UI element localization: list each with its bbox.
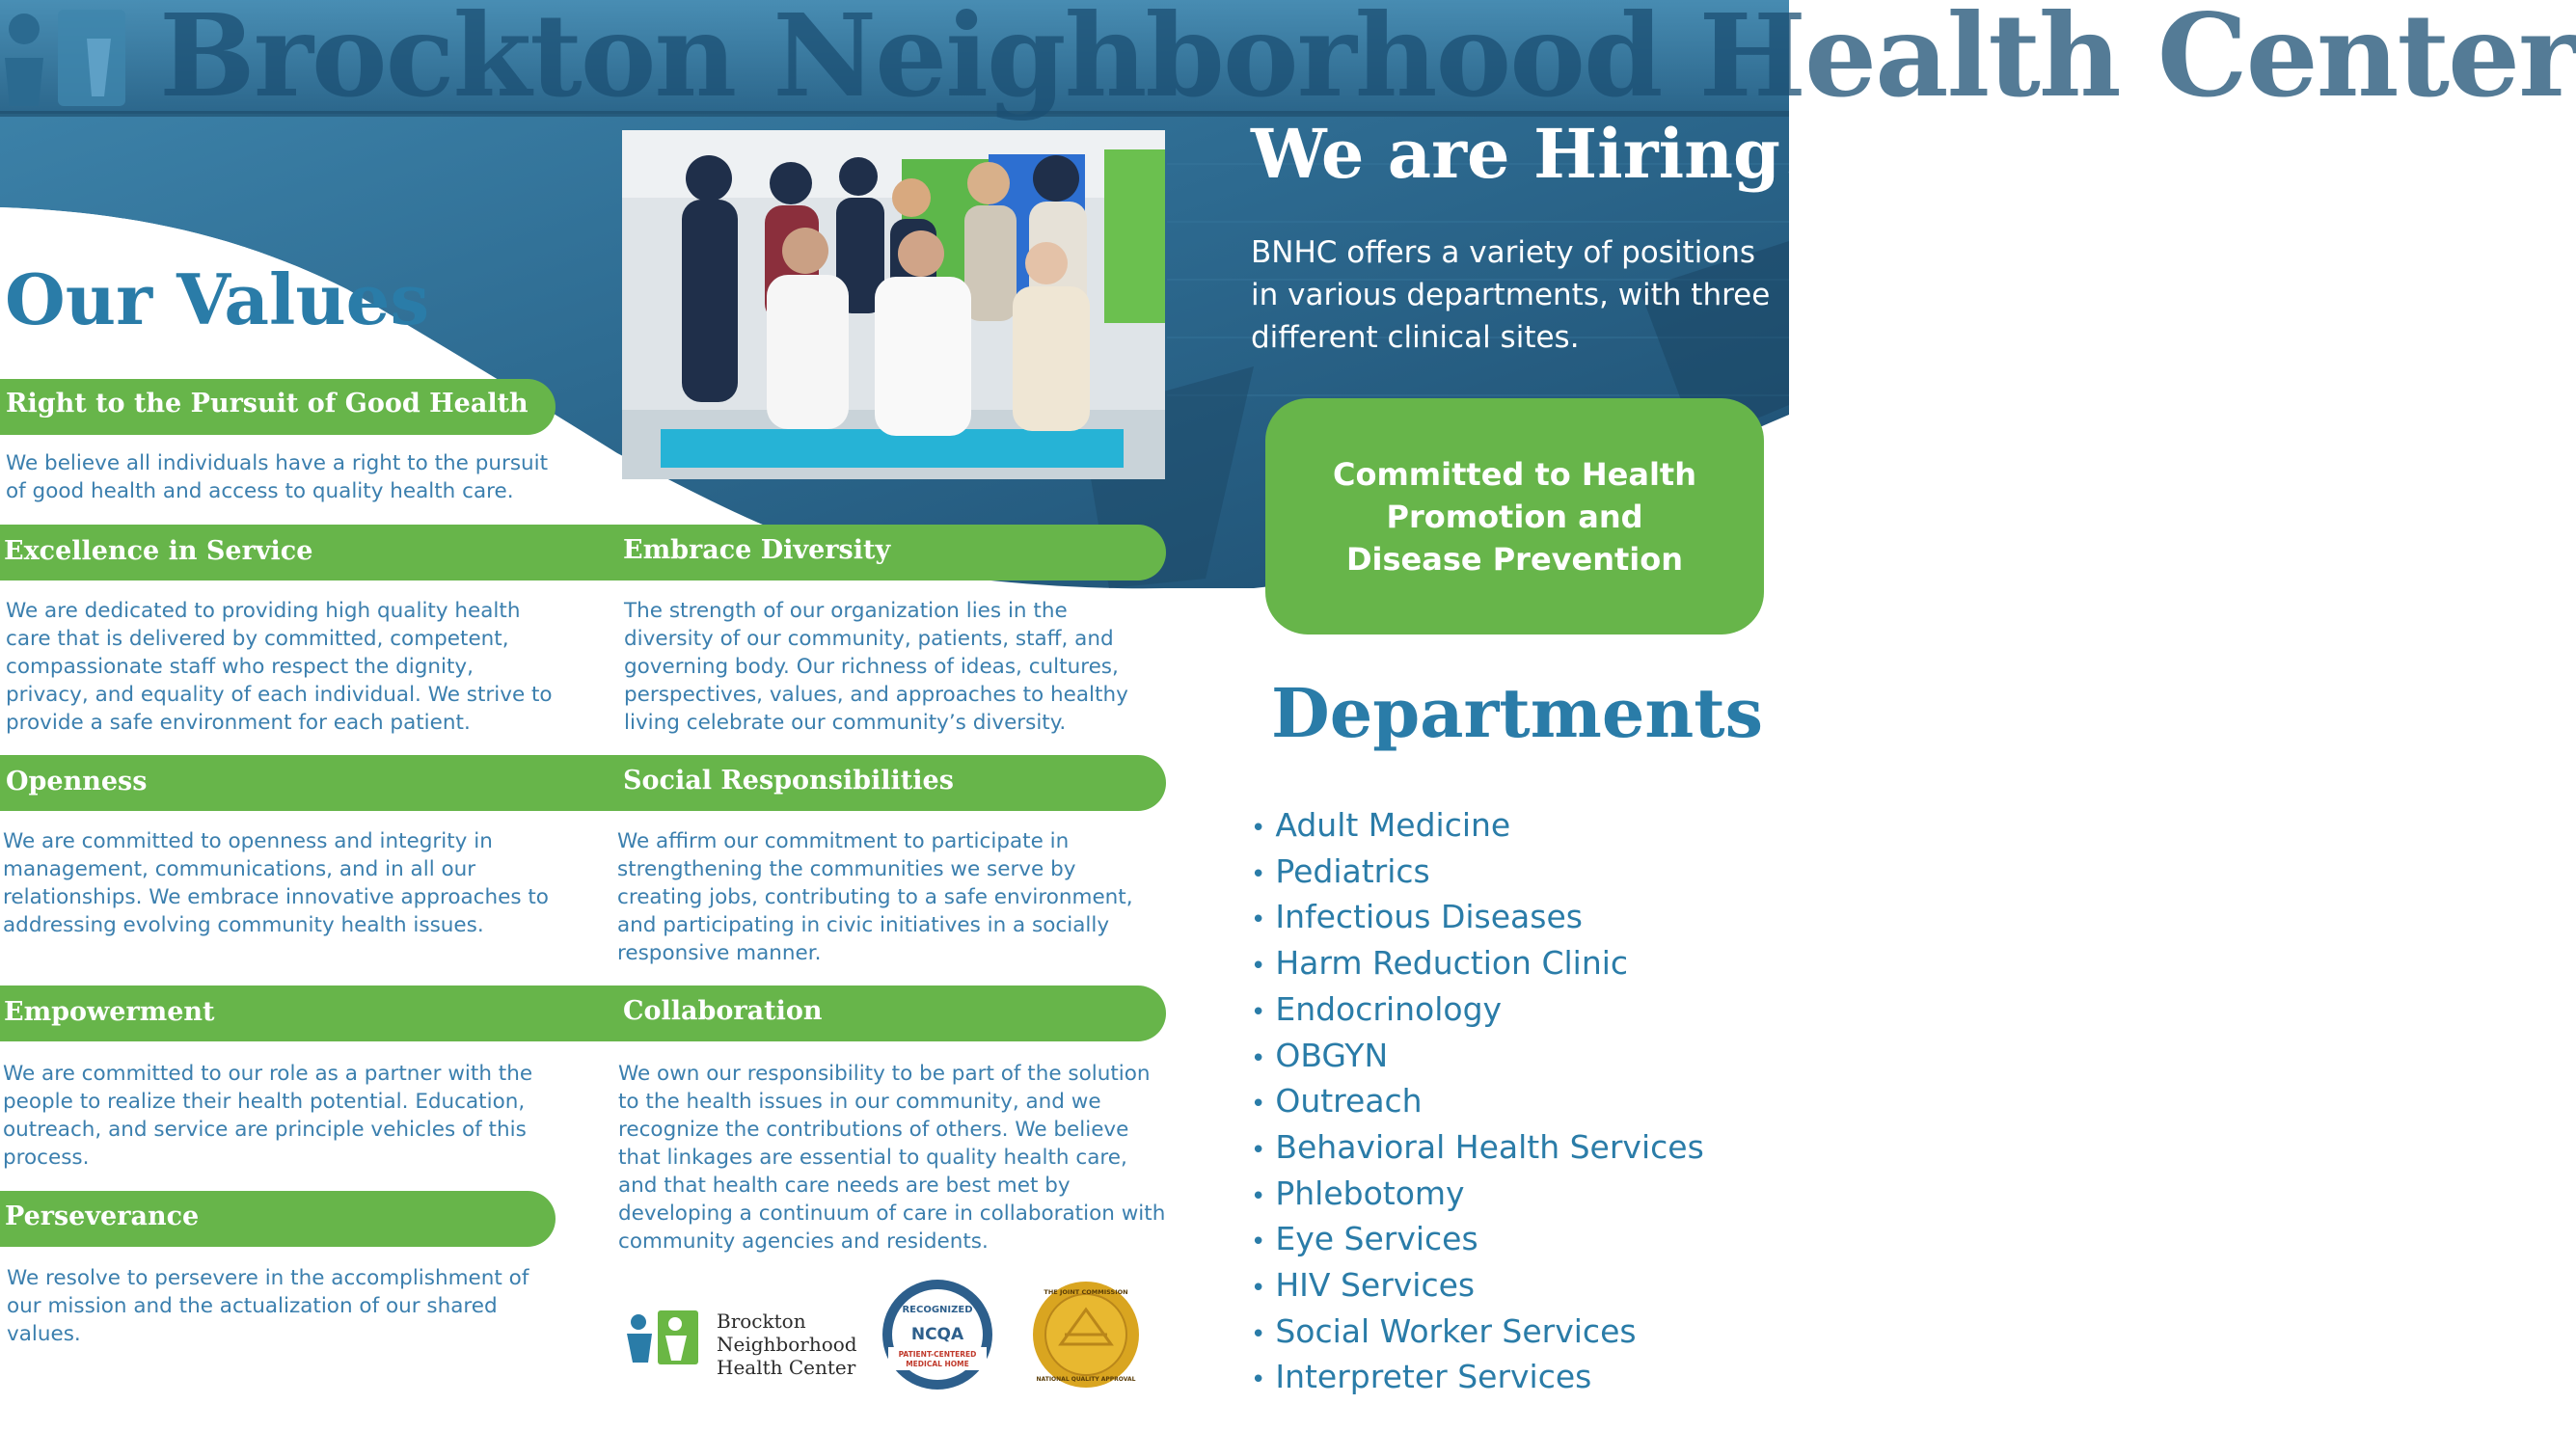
hiring-heading: We are Hiring! bbox=[1251, 114, 1810, 194]
hiring-subtext: BNHC offers a variety of positions in various departments, with three different clinical sites. bbox=[1251, 235, 1771, 355]
department-item: • Social Worker Services bbox=[1251, 1311, 1637, 1350]
department-item: • Adult Medicine bbox=[1251, 806, 1511, 844]
commitment-box bbox=[1265, 398, 1764, 634]
svg-text:NATIONAL QUALITY APPROVAL: NATIONAL QUALITY APPROVAL bbox=[1036, 1376, 1136, 1383]
value-title-diversity: Embrace Diversity bbox=[623, 535, 891, 565]
value-title-collaboration: Collaboration bbox=[623, 996, 823, 1026]
bnhc-logo-icon bbox=[625, 1307, 702, 1366]
value-title-good-health: Right to the Pursuit of Good Health bbox=[6, 389, 529, 418]
department-item: • Interpreter Services bbox=[1251, 1358, 1592, 1396]
svg-text:PATIENT-CENTERED: PATIENT-CENTERED bbox=[898, 1350, 977, 1359]
value-text-empowerment: We are committed to our role as a partner with the people to realize their health potential. Education, outreach, and service are principle vehicles of this process. bbox=[3, 1062, 533, 1170]
department-item: • Outreach bbox=[1251, 1082, 1423, 1120]
value-text-social: We affirm our commitment to participate in strengthening the communities we serve by creating jobs, contributing to a safe environment, and participating in civic initiatives in a socially responsive manner. bbox=[617, 829, 1133, 965]
logo-mark-icon bbox=[0, 0, 135, 116]
department-item: • Endocrinology bbox=[1251, 989, 1503, 1028]
ncqa-seal-icon bbox=[881, 1278, 994, 1391]
department-item: • Behavioral Health Services bbox=[1251, 1127, 1704, 1166]
svg-text:MEDICAL HOME: MEDICAL HOME bbox=[906, 1360, 969, 1368]
value-text-perseverance: We resolve to persevere in the accomplishment of our mission and the actualization of our shared values. bbox=[7, 1266, 529, 1346]
departments-list bbox=[1251, 804, 1704, 1402]
footer-org-name: Brockton Neighborhood Health Center bbox=[717, 1310, 857, 1379]
department-item: • Infectious Diseases bbox=[1251, 898, 1583, 936]
departments-heading: Departments bbox=[1271, 673, 1763, 753]
joint-commission-seal-icon bbox=[1032, 1281, 1140, 1389]
department-item: • HIV Services bbox=[1251, 1266, 1476, 1305]
values-heading: Our Values bbox=[5, 258, 430, 340]
svg-text:RECOGNIZED: RECOGNIZED bbox=[902, 1305, 973, 1315]
department-item: • Phlebotomy bbox=[1251, 1174, 1465, 1212]
value-title-perseverance: Perseverance bbox=[5, 1202, 200, 1231]
value-text-good-health: We believe all individuals have a right to the pursuit of good health and access to quality health care. bbox=[6, 451, 549, 503]
value-title-empowerment: Empowerment bbox=[4, 997, 215, 1027]
value-title-excellence: Excellence in Service bbox=[4, 536, 313, 566]
team-photo bbox=[622, 130, 1165, 479]
value-title-social: Social Responsibilities bbox=[623, 766, 954, 796]
value-text-collaboration: We own our responsibility to be part of the solution to the health issues in our community, and we recognize the contributions of others. We believe that linkages are essential to quality health care, and that health care needs are best met by developing a continuum of care in collaboration with community agencies and residents. bbox=[618, 1062, 1166, 1254]
svg-text:THE JOINT COMMISSION: THE JOINT COMMISSION bbox=[1044, 1288, 1128, 1296]
department-item: • Harm Reduction Clinic bbox=[1251, 944, 1629, 983]
value-text-excellence: We are dedicated to providing high quality health care that is delivered by committed, competent, compassionate staff who respect the dignity, privacy, and equality of each individual. We strive to provide a safe environment for each patient. bbox=[6, 599, 553, 735]
value-bar-row-3 bbox=[0, 755, 1166, 811]
banner-title: Brockton Neighborhood Health Center bbox=[159, 0, 2576, 122]
value-text-openness: We are committed to openness and integrity in management, communications, and in all our relationships. We embrace innovative approaches to addressing evolving community health issues. bbox=[3, 829, 549, 937]
department-item: • Eye Services bbox=[1251, 1220, 1478, 1258]
department-item: • Pediatrics bbox=[1251, 851, 1430, 890]
value-text-diversity: The strength of our organization lies in the diversity of our community, patients, staff, and governing body. Our richness of ideas, cultures, perspectives, values, and approaches to healthy living celebrate our community’s diversity. bbox=[624, 599, 1128, 735]
svg-text:NCQA: NCQA bbox=[910, 1325, 964, 1344]
commitment-text: Committed to Health Promotion and Disease Prevention bbox=[1332, 455, 1696, 578]
value-title-openness: Openness bbox=[6, 767, 148, 796]
department-item: • OBGYN bbox=[1251, 1036, 1389, 1074]
